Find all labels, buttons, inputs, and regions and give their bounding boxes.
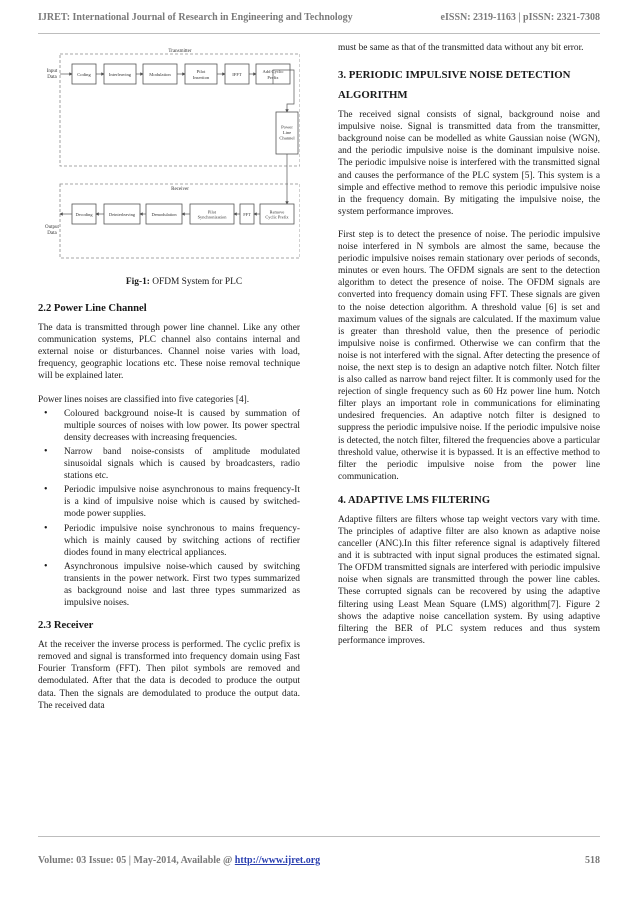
heading-power-line-channel: 2.2 Power Line Channel (38, 303, 147, 315)
paragraph-power-line-channel: The data is transmitted through power line channel. Like any other communication systems, PLC channel also contains internal and external noise or disturbances. Channel noise varies with load, frequency, geographic locations etc. These noise removal technique will be explained later. (38, 323, 300, 382)
figure-caption-text: OFDM System for PLC (149, 277, 243, 287)
issn-info: eISSN: 2319-1163 | pISSN: 2321-7308 (440, 12, 600, 23)
right-column (338, 42, 600, 658)
rx-block-label: Demodulation (151, 212, 177, 217)
rx-block-label: Deinterleaving (108, 212, 136, 217)
journal-title: IJRET: International Journal of Research in Engineering and Technology (38, 12, 353, 23)
paragraph-continuation: must be same as that of the transmitted data without any bit error. (338, 43, 584, 53)
paragraph-noise-intro: Power lines noises are classified into five categories [4]. (38, 394, 250, 405)
paragraph-receiver: At the receiver the inverse process is performed. The cyclic prefix is removed and signal is transformed into frequency domain using Fast Fourier Transform (FFT). Then pilot symbols are removed and demodulated. After that the data is decoded to produce the output data. Then the signals are demodulated to produce the output data. The received data (38, 640, 300, 711)
receiver-label: Receiver (171, 187, 189, 192)
footer-divider (38, 836, 600, 837)
list-item: • Asynchronous impulsive noise-which caused by switching transients in the power network. First two types summarized as background noise and last three types summarized as impulsive noises. (38, 561, 300, 609)
rx-block-label: Pilot Synchronization (197, 209, 227, 220)
tx-block-label: Coding (77, 72, 91, 77)
noise-category-list (38, 408, 300, 610)
tx-block-label: Pilot Insertion (192, 69, 210, 80)
heading-section-3: 3. PERIODIC IMPULSIVE NOISE DETECTION ALGORITHM (338, 69, 571, 102)
paragraph-section-4: Adaptive filters are filters whose tap weight vectors vary with time. The principles of adaptive filter are also known as adaptive noise canceller (ANC).In this filter reference signal is adaptively filtered and it is subtracted with input signal produces the estimated signal. The OFDM transmitted signals are interfered with periodic impulsive noise when signals are transmitted through the power line cables. These corrupted signals can be recovered by using the adaptive filtering using Least Mean Square (LMS) algorithm[7]. Figure 2 shows the adaptive noise cancellation system. By using adaptive filtering the BER of PLC system reduces and thus system performance improves. (338, 514, 600, 646)
figure-caption-label: Fig-1: (125, 277, 150, 287)
tx-block-label: Modulation (149, 72, 171, 77)
left-column (38, 42, 300, 723)
tx-block-label: IFFT (232, 72, 242, 77)
list-item: • Periodic impulsive noise asynchronous to mains frequency-It is a kind of impulsive noise which is caused by switched-mode power supplies. (38, 484, 300, 520)
channel-block-label: Power Line Channel (279, 124, 295, 141)
page-header (38, 12, 600, 30)
tx-block-label: Add Cyclic Prefix (262, 69, 284, 80)
tx-block-label: Interleaving (108, 72, 132, 77)
list-item: • Narrow band noise-consists of amplitude modulated sinusoidal signals which is caused by broadcasters, radio stations etc. (38, 446, 300, 482)
paragraph-section-3-b: First step is to detect the presence of noise. The periodic impulsive noise interfered in N symbols are almost the same, because the periodic impulsive noises remain stationary over periods of seconds, minutes or even hours. The OFDM signals are sent to the detection algorithm to detect the presence of noise. The OFDM signals are converted into frequency domain using FFT. These signals are given to the noise detection algorithm. A threshold value [6] is set and maximum values of the signals are calculated. If the maximum value is greater than threshold value, then the presence of periodic impulsive noise is confirmed. Otherwise we can confirm that the noise is not interfered with the signal. After detecting the presence of noise, the next step is to design an adaptive notch filter. Notch filter is also called as narrow band reject filter. It is commonly used for the rejection of single frequency such as 60 Hz power line hum. Notch filter plays an important role in communications for eliminating undesired frequencies. An adaptive notch filter is designed to suppress the periodic impulsive noise. If the periodic impulsive noise is detected, the notch filter, filtered the frequencies above a particular threshold value, otherwise it is bypassed. It is an effective method to filter the periodic impulsive noise from the power line communication. (338, 229, 600, 482)
rx-block-label: Decoding (75, 212, 93, 217)
transmitter-label: Transmitter (168, 49, 192, 54)
footer-volume-text: Volume: 03 Issue: 05 | May-2014, Available @ (38, 855, 235, 866)
journal-link[interactable]: http://www.ijret.org (234, 855, 321, 866)
footer-volume-info (38, 855, 320, 866)
heading-receiver: 2.3 Receiver (38, 620, 94, 632)
page-number: 518 (585, 855, 600, 866)
ofdm-system-figure (38, 42, 300, 266)
paragraph-section-3-a: The received signal consists of signal, background noise and impulsive noise. Signal is transmitted data from the transmitter, background noise can be modelled as white Gaussian noise (WGN), and the periodic impulsive noise is the dominant impulsive noise. The periodic impulsive noise is interfered with the transmitted signal and causes the performance of the PLC system [5]. This system is a simple and effective method to remove this periodic impulsive noise in the frequency domain. By mitigating the impulsive noise, the system performance improves. (338, 110, 600, 217)
rx-block-label: FFT (243, 212, 251, 217)
input-data-label: Input Data (46, 69, 58, 80)
header-divider (38, 33, 600, 34)
figure-caption (38, 276, 300, 288)
list-item: • Coloured background noise-It is caused by summation of multiple sources of noises with low power. Its power spectral density decreases with increasing frequencies. (38, 408, 300, 444)
output-data-label: Output Data (45, 225, 59, 236)
heading-section-4: 4. ADAPTIVE LMS FILTERING (338, 494, 491, 506)
page-footer (38, 855, 600, 866)
ofdm-block-diagram (38, 42, 300, 266)
list-item: • Periodic impulsive noise synchronous to mains frequency-which is mainly caused by switching actions of rectifier diodes found in many electrical appliances. (38, 523, 300, 559)
rx-block-label: Remove Cyclic Prefix (265, 209, 289, 220)
